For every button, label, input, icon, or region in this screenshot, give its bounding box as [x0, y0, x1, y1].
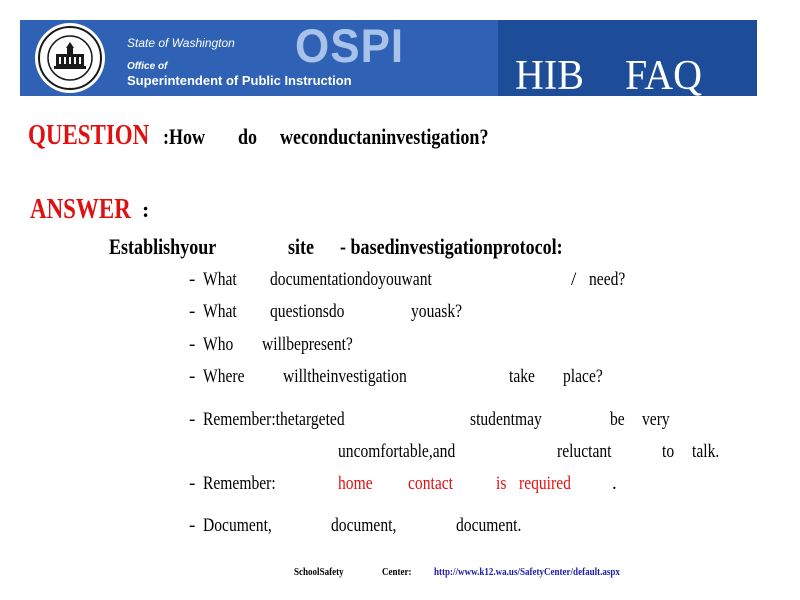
header-banner: [20, 20, 757, 99]
bullet6-home: home: [338, 473, 373, 494]
bullet4-where: Where: [203, 366, 245, 387]
bullet3-present: willbepresent?: [262, 334, 353, 355]
bullet5-reluctant: reluctant: [557, 441, 612, 462]
answer-label: ANSWER: [30, 194, 131, 225]
hib-title: HIB: [515, 51, 584, 99]
footer-center: Center:: [382, 566, 412, 578]
question-rest: weconductaninvestigation?: [280, 124, 489, 149]
question-how: :How: [163, 124, 206, 149]
bullet1-what: What: [203, 269, 237, 290]
faq-title: FAQ: [625, 51, 703, 99]
bullet4-investigation: willtheinvestigation: [283, 366, 407, 387]
bullet-dash: -: [189, 334, 196, 355]
bullet5-uncomfortable: uncomfortable,and: [338, 441, 456, 462]
bullet1-slash: /: [571, 269, 577, 290]
answer-based: - basedinvestigationprotocol:: [340, 234, 563, 259]
bullet5-be: be: [610, 409, 625, 430]
bullet-dash: -: [189, 269, 196, 290]
office-name: Superintendent of Public Instruction: [127, 73, 352, 88]
bullet-dash: -: [189, 366, 196, 387]
state-name: State of Washington: [127, 36, 235, 50]
bullet5-student: studentmay: [470, 409, 542, 430]
bullet2-what: What: [203, 301, 237, 322]
question-do: do: [238, 124, 258, 149]
bullet3-who: Who: [203, 334, 234, 355]
bullet5-to: to: [662, 441, 675, 462]
bullet-dash: -: [189, 473, 196, 494]
bullet2-questions: questionsdo: [270, 301, 345, 322]
bullet7-document-1: Document,: [203, 515, 272, 536]
bullet6-period: .: [612, 473, 617, 494]
bullet5-very: very: [642, 409, 670, 430]
bullet-dash: -: [189, 409, 196, 430]
question-label: QUESTION: [28, 120, 150, 151]
bullet1-need: need?: [589, 269, 626, 290]
bullet7-document-3: document.: [456, 515, 522, 536]
washington-seal-icon: [34, 22, 106, 94]
bullet2-youask: youask?: [411, 301, 463, 322]
answer-colon: :: [142, 197, 150, 222]
bullet5-remember: Remember:thetargeted: [203, 409, 345, 430]
bullet6-required: required: [519, 473, 571, 494]
footer-url-link[interactable]: http://www.k12.wa.us/SafetyCenter/default.aspx: [434, 566, 620, 578]
answer-establish: Establishyour: [109, 234, 217, 259]
bullet7-document-2: document,: [331, 515, 397, 536]
bullet6-contact: contact: [408, 473, 453, 494]
ospi-acronym: OSPI: [295, 20, 405, 73]
bullet4-place: place?: [563, 366, 603, 387]
bullet6-is: is: [496, 473, 507, 494]
bullet4-take: take: [509, 366, 535, 387]
bullet6-remember: Remember:: [203, 473, 276, 494]
bullet-dash: -: [189, 301, 196, 322]
bullet1-documentation: documentationdoyouwant: [270, 269, 432, 290]
office-of-text: Office of: [127, 61, 168, 72]
bullet5-talk: talk.: [692, 441, 720, 462]
answer-site: site: [288, 234, 315, 259]
footer-school-safety: SchoolSafety: [294, 566, 344, 578]
bullet-dash: -: [189, 515, 196, 536]
